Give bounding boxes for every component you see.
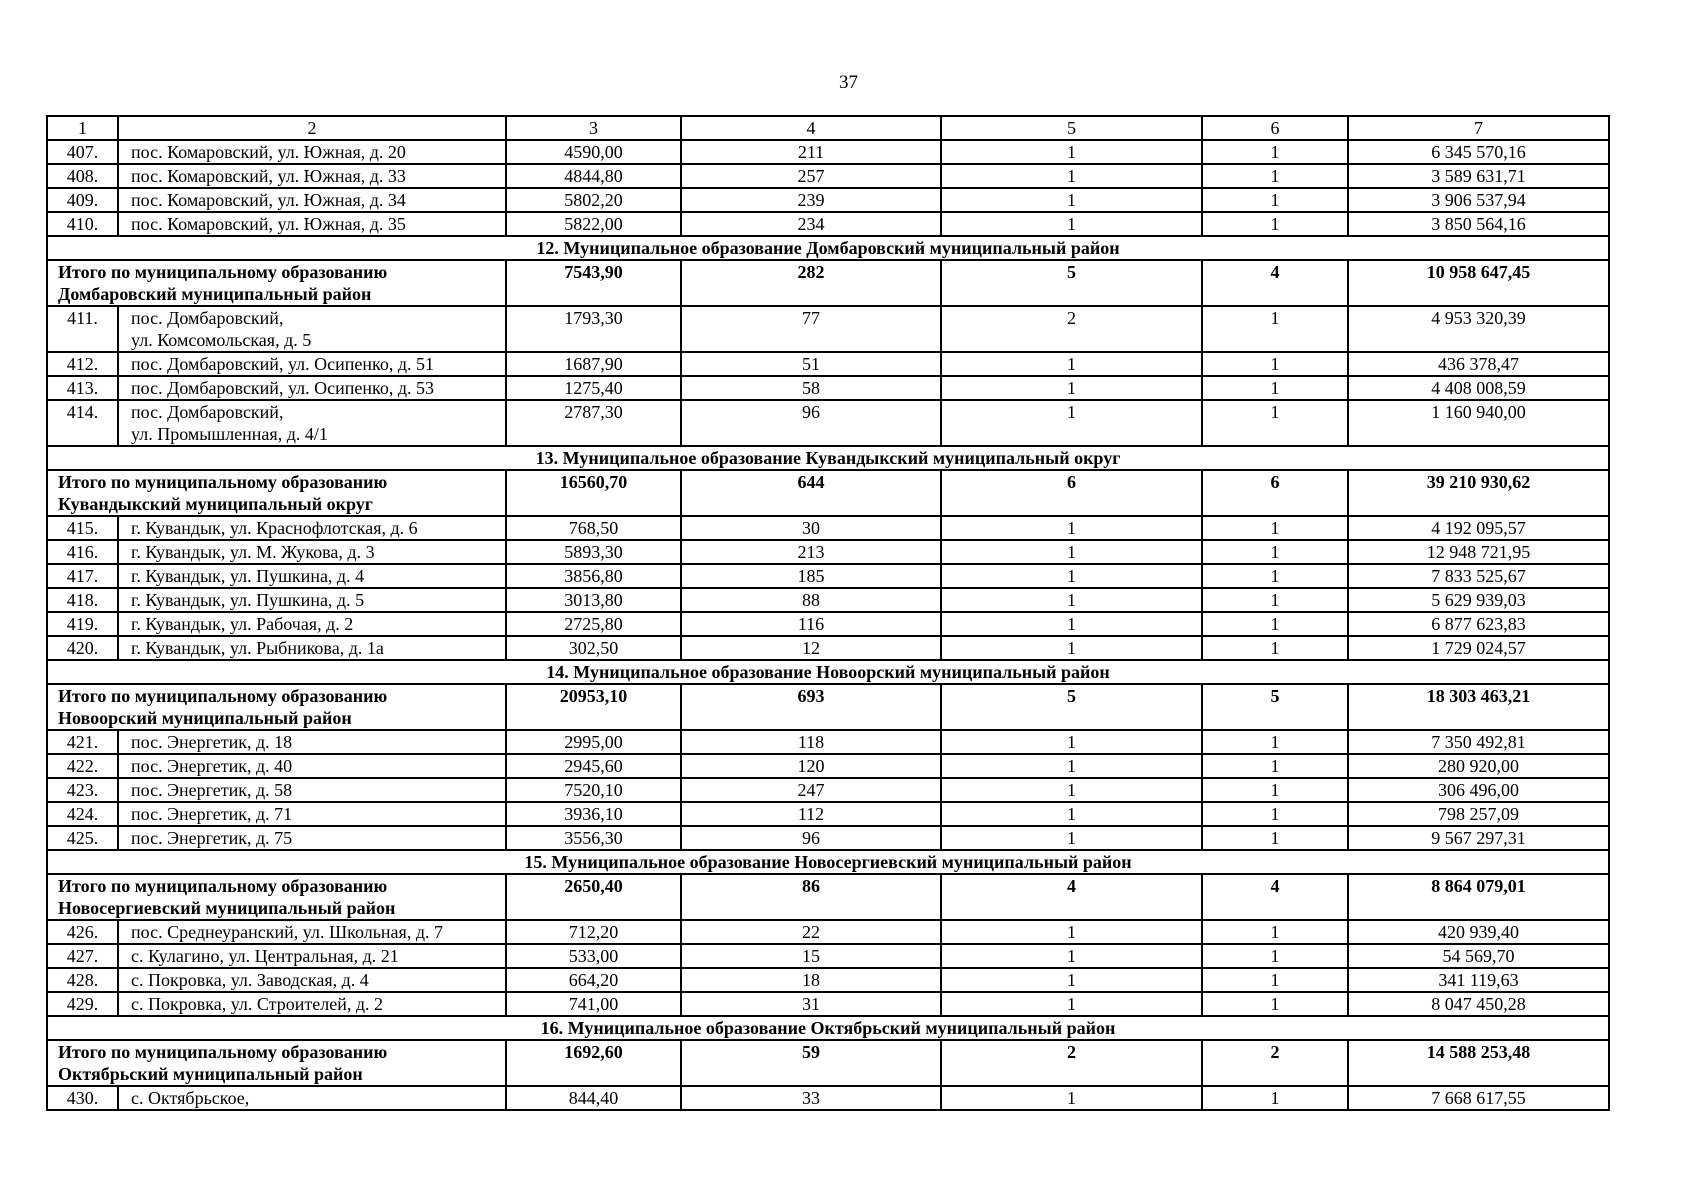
cost-cell: 6 345 570,16	[1348, 140, 1609, 164]
area-cell: 3856,80	[506, 564, 681, 588]
table-row	[47, 944, 1609, 968]
total-row	[47, 470, 1609, 516]
col4-cell: 96	[681, 826, 941, 850]
table-row	[47, 802, 1609, 826]
table-row	[47, 540, 1609, 564]
cost-cell: 436 378,47	[1348, 352, 1609, 376]
total-col4-cell: 59	[681, 1040, 941, 1086]
table-row	[47, 352, 1609, 376]
area-cell: 4844,80	[506, 164, 681, 188]
address-cell: г. Кувандык, ул. Рабочая, д. 2	[118, 612, 506, 636]
col6-cell: 1	[1202, 140, 1348, 164]
area-cell: 741,00	[506, 992, 681, 1016]
col5-cell: 1	[941, 164, 1202, 188]
col4-cell: 120	[681, 754, 941, 778]
address-cell: г. Кувандык, ул. М. Жукова, д. 3	[118, 540, 506, 564]
col-header-1: 1	[47, 116, 118, 140]
total-col6-cell: 2	[1202, 1040, 1348, 1086]
col4-cell: 77	[681, 306, 941, 352]
col5-cell: 1	[941, 352, 1202, 376]
area-cell: 4590,00	[506, 140, 681, 164]
col5-cell: 1	[941, 588, 1202, 612]
col5-cell: 1	[941, 802, 1202, 826]
table-row	[47, 564, 1609, 588]
col4-cell: 96	[681, 400, 941, 446]
table-row	[47, 730, 1609, 754]
row-number-cell: 429.	[47, 992, 118, 1016]
area-cell: 2725,80	[506, 612, 681, 636]
row-number-cell: 425.	[47, 826, 118, 850]
col4-cell: 51	[681, 352, 941, 376]
col5-cell: 1	[941, 612, 1202, 636]
total-col4-cell: 86	[681, 874, 941, 920]
col4-cell: 213	[681, 540, 941, 564]
address-cell: пос. Энергетик, д. 40	[118, 754, 506, 778]
col-header-2: 2	[118, 116, 506, 140]
table-row	[47, 754, 1609, 778]
col5-cell: 1	[941, 376, 1202, 400]
cost-cell: 341 119,63	[1348, 968, 1609, 992]
table-row	[47, 516, 1609, 540]
col-header-4: 4	[681, 116, 941, 140]
cost-cell: 4 408 008,59	[1348, 376, 1609, 400]
col6-cell: 1	[1202, 376, 1348, 400]
col4-cell: 234	[681, 212, 941, 236]
col5-cell: 1	[941, 920, 1202, 944]
total-area-cell: 20953,10	[506, 684, 681, 730]
row-number-cell: 416.	[47, 540, 118, 564]
total-col5-cell: 5	[941, 684, 1202, 730]
col6-cell: 1	[1202, 636, 1348, 660]
total-label: Итого по муниципальному образованию Новоорский муниципальный район	[47, 684, 506, 730]
address-cell: пос. Энергетик, д. 58	[118, 778, 506, 802]
area-cell: 844,40	[506, 1086, 681, 1110]
col5-cell: 1	[941, 188, 1202, 212]
col5-cell: 1	[941, 992, 1202, 1016]
cost-cell: 7 668 617,55	[1348, 1086, 1609, 1110]
total-cost-cell: 14 588 253,48	[1348, 1040, 1609, 1086]
col6-cell: 1	[1202, 826, 1348, 850]
cost-cell: 280 920,00	[1348, 754, 1609, 778]
table-row	[47, 188, 1609, 212]
col4-cell: 211	[681, 140, 941, 164]
col5-cell: 1	[941, 944, 1202, 968]
total-col5-cell: 4	[941, 874, 1202, 920]
total-label: Итого по муниципальному образованию Кувандыкский муниципальный округ	[47, 470, 506, 516]
table-row	[47, 306, 1609, 352]
total-cost-cell: 39 210 930,62	[1348, 470, 1609, 516]
total-label: Итого по муниципальному образованию Октябрьский муниципальный район	[47, 1040, 506, 1086]
area-cell: 768,50	[506, 516, 681, 540]
col6-cell: 1	[1202, 564, 1348, 588]
area-cell: 1275,40	[506, 376, 681, 400]
table-row	[47, 778, 1609, 802]
address-cell: пос. Энергетик, д. 71	[118, 802, 506, 826]
cost-cell: 5 629 939,03	[1348, 588, 1609, 612]
col6-cell: 1	[1202, 802, 1348, 826]
total-col6-cell: 4	[1202, 260, 1348, 306]
cost-cell: 798 257,09	[1348, 802, 1609, 826]
col6-cell: 1	[1202, 212, 1348, 236]
table-row	[47, 376, 1609, 400]
col4-cell: 22	[681, 920, 941, 944]
section-heading-row	[47, 1016, 1609, 1040]
col4-cell: 239	[681, 188, 941, 212]
col6-cell: 1	[1202, 516, 1348, 540]
total-area-cell: 1692,60	[506, 1040, 681, 1086]
address-cell: пос. Домбаровский, ул. Комсомольская, д. 5	[118, 306, 506, 352]
table-row	[47, 588, 1609, 612]
total-col6-cell: 4	[1202, 874, 1348, 920]
col4-cell: 88	[681, 588, 941, 612]
area-cell: 3556,30	[506, 826, 681, 850]
cost-cell: 4 953 320,39	[1348, 306, 1609, 352]
area-cell: 664,20	[506, 968, 681, 992]
address-cell: с. Покровка, ул. Заводская, д. 4	[118, 968, 506, 992]
table-row	[47, 612, 1609, 636]
row-number-cell: 430.	[47, 1086, 118, 1110]
area-cell: 5893,30	[506, 540, 681, 564]
row-number-cell: 426.	[47, 920, 118, 944]
area-cell: 3936,10	[506, 802, 681, 826]
data-table	[46, 115, 1610, 1111]
area-cell: 7520,10	[506, 778, 681, 802]
col-header-3: 3	[506, 116, 681, 140]
row-number-cell: 412.	[47, 352, 118, 376]
section-title: 13. Муниципальное образование Кувандыкский муниципальный округ	[47, 446, 1609, 470]
total-col5-cell: 6	[941, 470, 1202, 516]
address-cell: г. Кувандык, ул. Краснофлотская, д. 6	[118, 516, 506, 540]
cost-cell: 3 850 564,16	[1348, 212, 1609, 236]
total-label: Итого по муниципальному образованию Домбаровский муниципальный район	[47, 260, 506, 306]
cost-cell: 1 729 024,57	[1348, 636, 1609, 660]
col6-cell: 1	[1202, 920, 1348, 944]
cost-cell: 4 192 095,57	[1348, 516, 1609, 540]
cost-cell: 3 906 537,94	[1348, 188, 1609, 212]
col6-cell: 1	[1202, 612, 1348, 636]
address-cell: пос. Домбаровский, ул. Осипенко, д. 53	[118, 376, 506, 400]
address-cell: пос. Среднеуранский, ул. Школьная, д. 7	[118, 920, 506, 944]
section-title: 16. Муниципальное образование Октябрьский муниципальный район	[47, 1016, 1609, 1040]
address-cell: пос. Домбаровский, ул. Осипенко, д. 51	[118, 352, 506, 376]
col4-cell: 31	[681, 992, 941, 1016]
col5-cell: 1	[941, 826, 1202, 850]
section-title: 12. Муниципальное образование Домбаровский муниципальный район	[47, 236, 1609, 260]
col4-cell: 12	[681, 636, 941, 660]
table-row	[47, 164, 1609, 188]
col6-cell: 1	[1202, 588, 1348, 612]
col6-cell: 1	[1202, 306, 1348, 352]
table-row	[47, 636, 1609, 660]
col5-cell: 1	[941, 636, 1202, 660]
col5-cell: 1	[941, 968, 1202, 992]
row-number-cell: 423.	[47, 778, 118, 802]
area-cell: 533,00	[506, 944, 681, 968]
area-cell: 2945,60	[506, 754, 681, 778]
total-row	[47, 1040, 1609, 1086]
address-cell: г. Кувандык, ул. Пушкина, д. 5	[118, 588, 506, 612]
area-cell: 3013,80	[506, 588, 681, 612]
cost-cell: 8 047 450,28	[1348, 992, 1609, 1016]
col-header-6: 6	[1202, 116, 1348, 140]
address-cell: с. Покровка, ул. Строителей, д. 2	[118, 992, 506, 1016]
row-number-cell: 417.	[47, 564, 118, 588]
cost-cell: 1 160 940,00	[1348, 400, 1609, 446]
total-row	[47, 260, 1609, 306]
total-area-cell: 2650,40	[506, 874, 681, 920]
col6-cell: 1	[1202, 968, 1348, 992]
col6-cell: 1	[1202, 352, 1348, 376]
row-number-cell: 419.	[47, 612, 118, 636]
col4-cell: 18	[681, 968, 941, 992]
table-body	[47, 116, 1609, 1110]
area-cell: 1793,30	[506, 306, 681, 352]
col4-cell: 116	[681, 612, 941, 636]
area-cell: 5802,20	[506, 188, 681, 212]
row-number-cell: 409.	[47, 188, 118, 212]
table-row	[47, 1086, 1609, 1110]
row-number-cell: 421.	[47, 730, 118, 754]
col4-cell: 112	[681, 802, 941, 826]
row-number-cell: 428.	[47, 968, 118, 992]
address-cell: пос. Энергетик, д. 18	[118, 730, 506, 754]
col6-cell: 1	[1202, 188, 1348, 212]
col6-cell: 1	[1202, 730, 1348, 754]
col4-cell: 185	[681, 564, 941, 588]
area-cell: 1687,90	[506, 352, 681, 376]
area-cell: 302,50	[506, 636, 681, 660]
area-cell: 2787,30	[506, 400, 681, 446]
address-cell: пос. Комаровский, ул. Южная, д. 33	[118, 164, 506, 188]
row-number-cell: 422.	[47, 754, 118, 778]
table-row	[47, 920, 1609, 944]
row-number-cell: 408.	[47, 164, 118, 188]
col4-cell: 118	[681, 730, 941, 754]
area-cell: 5822,00	[506, 212, 681, 236]
table-row	[47, 968, 1609, 992]
cost-cell: 9 567 297,31	[1348, 826, 1609, 850]
address-cell: с. Октябрьское,	[118, 1086, 506, 1110]
total-cost-cell: 18 303 463,21	[1348, 684, 1609, 730]
total-area-cell: 7543,90	[506, 260, 681, 306]
column-number-row	[47, 116, 1609, 140]
col5-cell: 1	[941, 564, 1202, 588]
cost-cell: 6 877 623,83	[1348, 612, 1609, 636]
row-number-cell: 410.	[47, 212, 118, 236]
cost-cell: 54 569,70	[1348, 944, 1609, 968]
section-heading-row	[47, 660, 1609, 684]
row-number-cell: 420.	[47, 636, 118, 660]
col5-cell: 1	[941, 140, 1202, 164]
section-heading-row	[47, 446, 1609, 470]
col4-cell: 257	[681, 164, 941, 188]
address-cell: пос. Энергетик, д. 75	[118, 826, 506, 850]
cost-cell: 7 350 492,81	[1348, 730, 1609, 754]
col-header-7: 7	[1348, 116, 1609, 140]
cost-cell: 306 496,00	[1348, 778, 1609, 802]
address-cell: пос. Комаровский, ул. Южная, д. 20	[118, 140, 506, 164]
col6-cell: 1	[1202, 992, 1348, 1016]
col6-cell: 1	[1202, 754, 1348, 778]
address-cell: г. Кувандык, ул. Рыбникова, д. 1а	[118, 636, 506, 660]
total-cost-cell: 10 958 647,45	[1348, 260, 1609, 306]
area-cell: 2995,00	[506, 730, 681, 754]
table-row	[47, 826, 1609, 850]
page-number: 37	[839, 72, 858, 93]
address-cell: г. Кувандык, ул. Пушкина, д. 4	[118, 564, 506, 588]
total-col4-cell: 282	[681, 260, 941, 306]
table-row	[47, 400, 1609, 446]
total-cost-cell: 8 864 079,01	[1348, 874, 1609, 920]
section-title: 14. Муниципальное образование Новоорский муниципальный район	[47, 660, 1609, 684]
col5-cell: 1	[941, 778, 1202, 802]
col5-cell: 1	[941, 212, 1202, 236]
col-header-5: 5	[941, 116, 1202, 140]
col5-cell: 1	[941, 516, 1202, 540]
cost-cell: 420 939,40	[1348, 920, 1609, 944]
col4-cell: 30	[681, 516, 941, 540]
total-area-cell: 16560,70	[506, 470, 681, 516]
table-row	[47, 992, 1609, 1016]
col4-cell: 33	[681, 1086, 941, 1110]
row-number-cell: 427.	[47, 944, 118, 968]
col4-cell: 15	[681, 944, 941, 968]
total-row	[47, 874, 1609, 920]
row-number-cell: 415.	[47, 516, 118, 540]
section-heading-row	[47, 236, 1609, 260]
total-col5-cell: 5	[941, 260, 1202, 306]
col6-cell: 1	[1202, 778, 1348, 802]
total-row	[47, 684, 1609, 730]
total-col5-cell: 2	[941, 1040, 1202, 1086]
address-cell: пос. Домбаровский, ул. Промышленная, д. 4/1	[118, 400, 506, 446]
cost-cell: 7 833 525,67	[1348, 564, 1609, 588]
cost-cell: 12 948 721,95	[1348, 540, 1609, 564]
col6-cell: 1	[1202, 540, 1348, 564]
row-number-cell: 407.	[47, 140, 118, 164]
col5-cell: 2	[941, 306, 1202, 352]
col6-cell: 1	[1202, 164, 1348, 188]
col5-cell: 1	[941, 400, 1202, 446]
address-cell: пос. Комаровский, ул. Южная, д. 34	[118, 188, 506, 212]
total-col4-cell: 644	[681, 470, 941, 516]
table-row	[47, 212, 1609, 236]
area-cell: 712,20	[506, 920, 681, 944]
col5-cell: 1	[941, 754, 1202, 778]
col4-cell: 58	[681, 376, 941, 400]
row-number-cell: 424.	[47, 802, 118, 826]
row-number-cell: 418.	[47, 588, 118, 612]
col5-cell: 1	[941, 1086, 1202, 1110]
col4-cell: 247	[681, 778, 941, 802]
total-col6-cell: 5	[1202, 684, 1348, 730]
row-number-cell: 414.	[47, 400, 118, 446]
row-number-cell: 411.	[47, 306, 118, 352]
section-title: 15. Муниципальное образование Новосергиевский муниципальный район	[47, 850, 1609, 874]
total-label: Итого по муниципальному образованию Новосергиевский муниципальный район	[47, 874, 506, 920]
col5-cell: 1	[941, 730, 1202, 754]
col6-cell: 1	[1202, 1086, 1348, 1110]
section-heading-row	[47, 850, 1609, 874]
row-number-cell: 413.	[47, 376, 118, 400]
table-row	[47, 140, 1609, 164]
address-cell: с. Кулагино, ул. Центральная, д. 21	[118, 944, 506, 968]
address-cell: пос. Комаровский, ул. Южная, д. 35	[118, 212, 506, 236]
col6-cell: 1	[1202, 400, 1348, 446]
total-col6-cell: 6	[1202, 470, 1348, 516]
col5-cell: 1	[941, 540, 1202, 564]
col6-cell: 1	[1202, 944, 1348, 968]
total-col4-cell: 693	[681, 684, 941, 730]
cost-cell: 3 589 631,71	[1348, 164, 1609, 188]
